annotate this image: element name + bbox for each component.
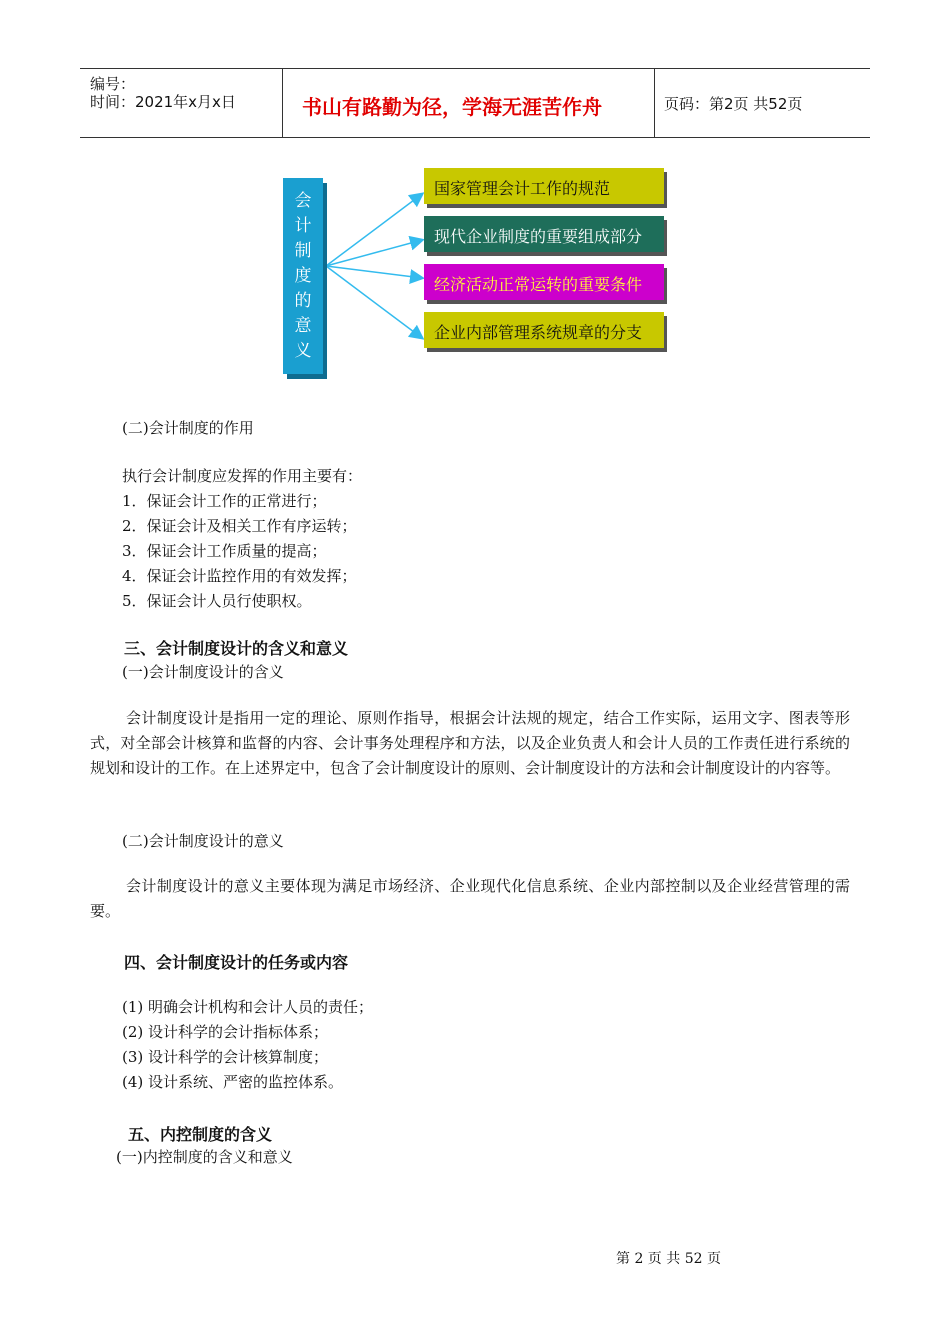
section5-sub1: (一)内控制度的含义和意义 — [116, 1148, 293, 1166]
diagram-item-3 — [424, 264, 664, 300]
header-middle-cell — [282, 69, 655, 137]
section2-intro: 执行会计制度应发挥的作用主要有： — [122, 467, 363, 485]
header-motto: 书山有路勤为径，学海无涯苦作舟 — [302, 95, 602, 119]
section3-heading: 三、会计制度设计的含义和意义 — [124, 639, 349, 658]
diagram-item-label: 现代企业制度的重要组成部分 — [434, 227, 643, 246]
page-header — [80, 68, 870, 138]
title-char: 度 — [294, 266, 312, 286]
arrow-2 — [326, 240, 422, 266]
header-page-label: 页码：第2页 共52页 — [664, 95, 803, 113]
list-item: 1．保证会计工作的正常进行； — [122, 492, 327, 510]
arrow-1 — [326, 194, 422, 266]
title-char: 制 — [294, 241, 312, 261]
title-char: 计 — [294, 216, 312, 236]
list-item: (3) 设计科学的会计核算制度； — [122, 1048, 329, 1066]
title-char: 会 — [294, 191, 312, 211]
list-item: 2．保证会计及相关工作有序运转； — [122, 517, 357, 535]
section5-heading: 五、内控制度的含义 — [128, 1125, 273, 1144]
list-item: (4) 设计系统、严密的监控体系。 — [122, 1073, 344, 1091]
title-char: 的 — [294, 291, 312, 311]
header-right-cell — [654, 69, 870, 137]
section3-para2: 会计制度设计的意义主要体现为满足市场经济、企业现代化信息系统、企业内部控制以及企业经营管理的需要。 — [90, 877, 850, 920]
diagram-title-box — [283, 178, 323, 374]
list-item: 3．保证会计工作质量的提高； — [122, 542, 327, 560]
date-label: 时间：2021年x月x日 — [90, 93, 236, 111]
section3-para1: 会计制度设计是指用一定的理论、原则作指导，根据会计法规的规定，结合工作实际，运用文字、图表等形式，对全部会计核算和监督的内容、会计事务处理程序和方法，以及企业负责人和会计人员的工作责任进行系统的规划和设计的工作。在上述界定中，包含了会计制度设计的原则、会计制度设计的方法和会计制度设计的内容等。 — [90, 709, 850, 777]
diagram-item-label: 国家管理会计工作的规范 — [434, 179, 611, 198]
section3-sub1: (一)会计制度设计的含义 — [122, 663, 284, 681]
list-item: (1) 明确会计机构和会计人员的责任； — [122, 998, 374, 1016]
header-left-cell — [80, 69, 283, 137]
meaning-diagram — [280, 166, 680, 380]
code-label: 编号： — [90, 75, 136, 93]
page-footer: 第 2 页 共 52 页 — [616, 1251, 721, 1267]
section4-heading: 四、会计制度设计的任务或内容 — [124, 953, 349, 972]
diagram-item-label: 经济活动正常运转的重要条件 — [434, 275, 643, 294]
diagram-item-4 — [424, 312, 664, 348]
diagram-item-2 — [424, 216, 664, 252]
diagram-item-1 — [424, 168, 664, 204]
title-char: 义 — [294, 341, 312, 361]
list-item: (2) 设计科学的会计指标体系； — [122, 1023, 329, 1041]
section3-sub2: (二)会计制度设计的意义 — [122, 832, 284, 850]
list-item: 5．保证会计人员行使职权。 — [122, 592, 312, 610]
section2-heading: (二)会计制度的作用 — [122, 419, 254, 437]
list-item: 4．保证会计监控作用的有效发挥； — [122, 567, 357, 585]
title-char: 意 — [294, 316, 312, 336]
diagram-item-label: 企业内部管理系统规章的分支 — [434, 323, 643, 342]
